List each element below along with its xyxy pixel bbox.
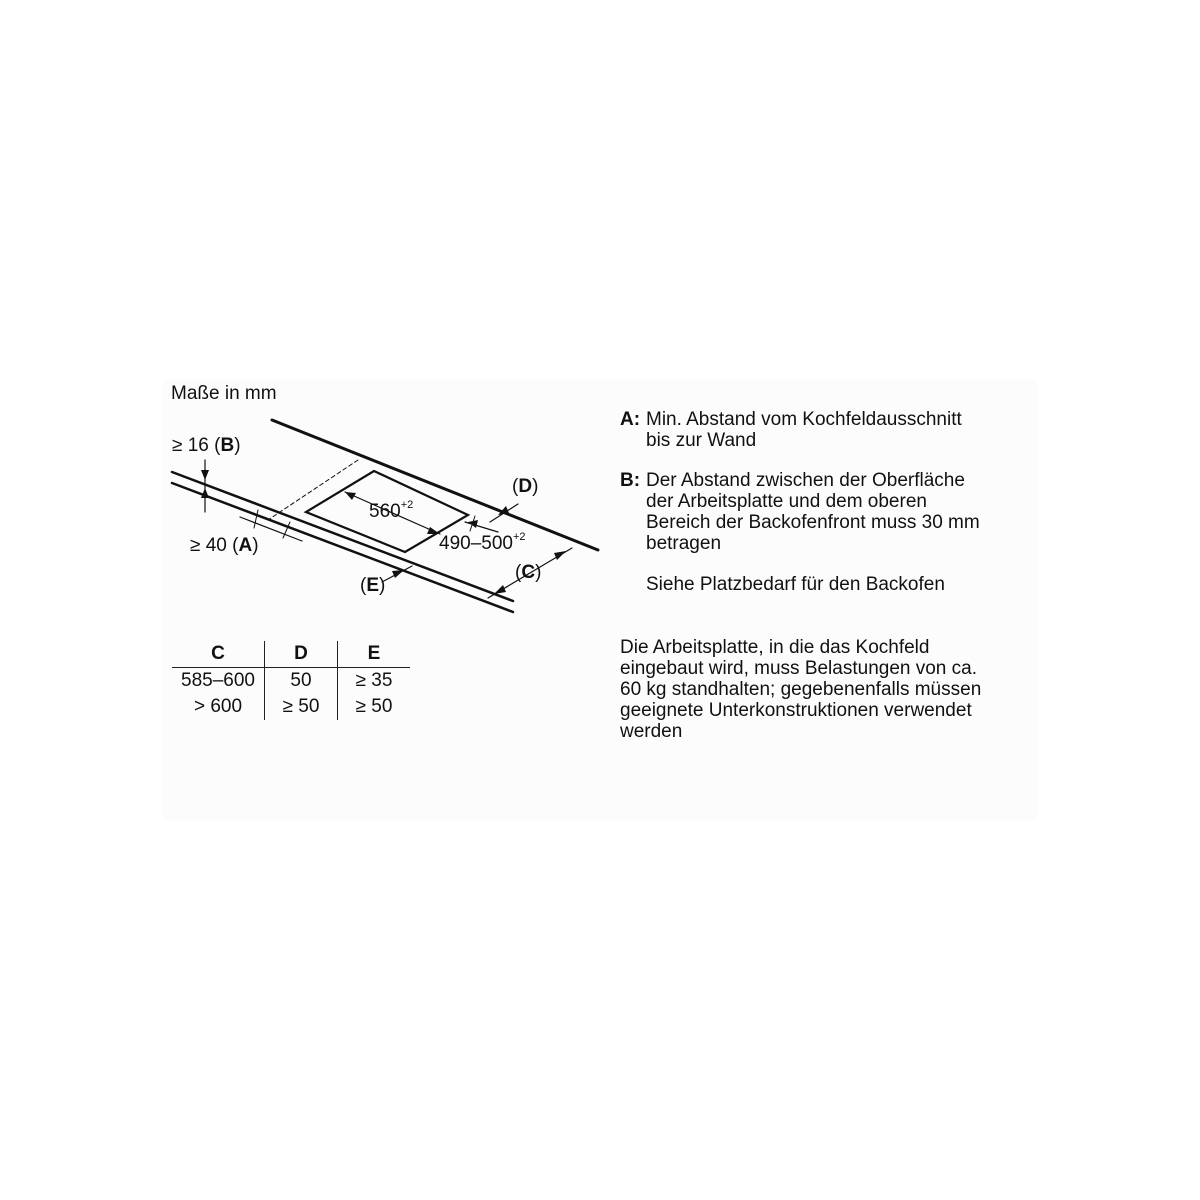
label-cutout-width (369, 499, 414, 522)
note-b-extra-text: Siehe Platzbedarf für den Backofen (646, 574, 945, 595)
label-d: (D) (512, 476, 539, 497)
dim-c-arrow-2 (554, 551, 566, 560)
label-a: ≥ 40 (A) (190, 535, 259, 556)
note-a (620, 409, 962, 451)
label-e: (E) (360, 575, 386, 596)
cutout-depth-tolerance: +2 (512, 531, 526, 543)
label-b: ≥ 16 (B) (172, 435, 241, 456)
label-b-key: B (220, 435, 235, 456)
cutout-depth-value: 490–500 (439, 533, 513, 554)
table-cell: ≥ 50 (338, 694, 411, 720)
note-a-text: Min. Abstand vom Kochfeldausschnitt bis zur Wand (646, 409, 962, 451)
note-load (620, 637, 981, 742)
dim-b-arrow-bottom (201, 488, 209, 498)
note-b-key: B: (620, 470, 641, 491)
table-header-d: D (265, 641, 338, 668)
label-e-key: E (366, 575, 380, 596)
dimension-table (172, 641, 410, 720)
label-a-value: ≥ 40 ( (190, 535, 239, 556)
table-row (172, 668, 410, 695)
table-header-row (172, 641, 410, 668)
cutout-width-value: 560 (369, 501, 401, 522)
dim-a-ext-1 (254, 510, 258, 528)
label-b-value: ≥ 16 ( (172, 435, 221, 456)
table-cell: 50 (265, 668, 338, 695)
note-a-key: A: (620, 409, 641, 430)
dim-e-arrow (392, 570, 404, 578)
label-c: (C) (515, 562, 542, 583)
table-cell: 585–600 (181, 670, 255, 691)
note-b-text: Der Abstand zwischen der Oberfläche der Arbeitsplatte und dem oberen Bereich der Backofenfront muss 30 mm betragen (646, 470, 980, 554)
table-cell: > 600 (193, 696, 243, 717)
cutout-width-tolerance: +2 (400, 499, 414, 511)
table-cell: ≥ 35 (338, 668, 411, 695)
units-title: Maße in mm (171, 383, 277, 404)
table-header-e: E (338, 641, 411, 668)
note-b-extra (646, 574, 945, 595)
table-row (172, 694, 410, 720)
label-c-key: C (521, 562, 536, 583)
label-d-key: D (518, 476, 533, 497)
label-a-key: A (238, 535, 253, 556)
note-b (620, 470, 980, 554)
dim-c-arrow-1 (494, 585, 506, 594)
dim-b-arrow-top (201, 470, 209, 480)
label-cutout-depth (439, 531, 526, 554)
note-load-text: Die Arbeitsplatte, in die das Kochfeld eingebaut wird, muss Belastungen von ca. 60 kg standhalten; gegebenenfalls müssen geeignete Unterkonstruktionen verwendet werden (620, 637, 982, 742)
table-header-c: C (172, 641, 265, 668)
table-cell: ≥ 50 (265, 694, 338, 720)
